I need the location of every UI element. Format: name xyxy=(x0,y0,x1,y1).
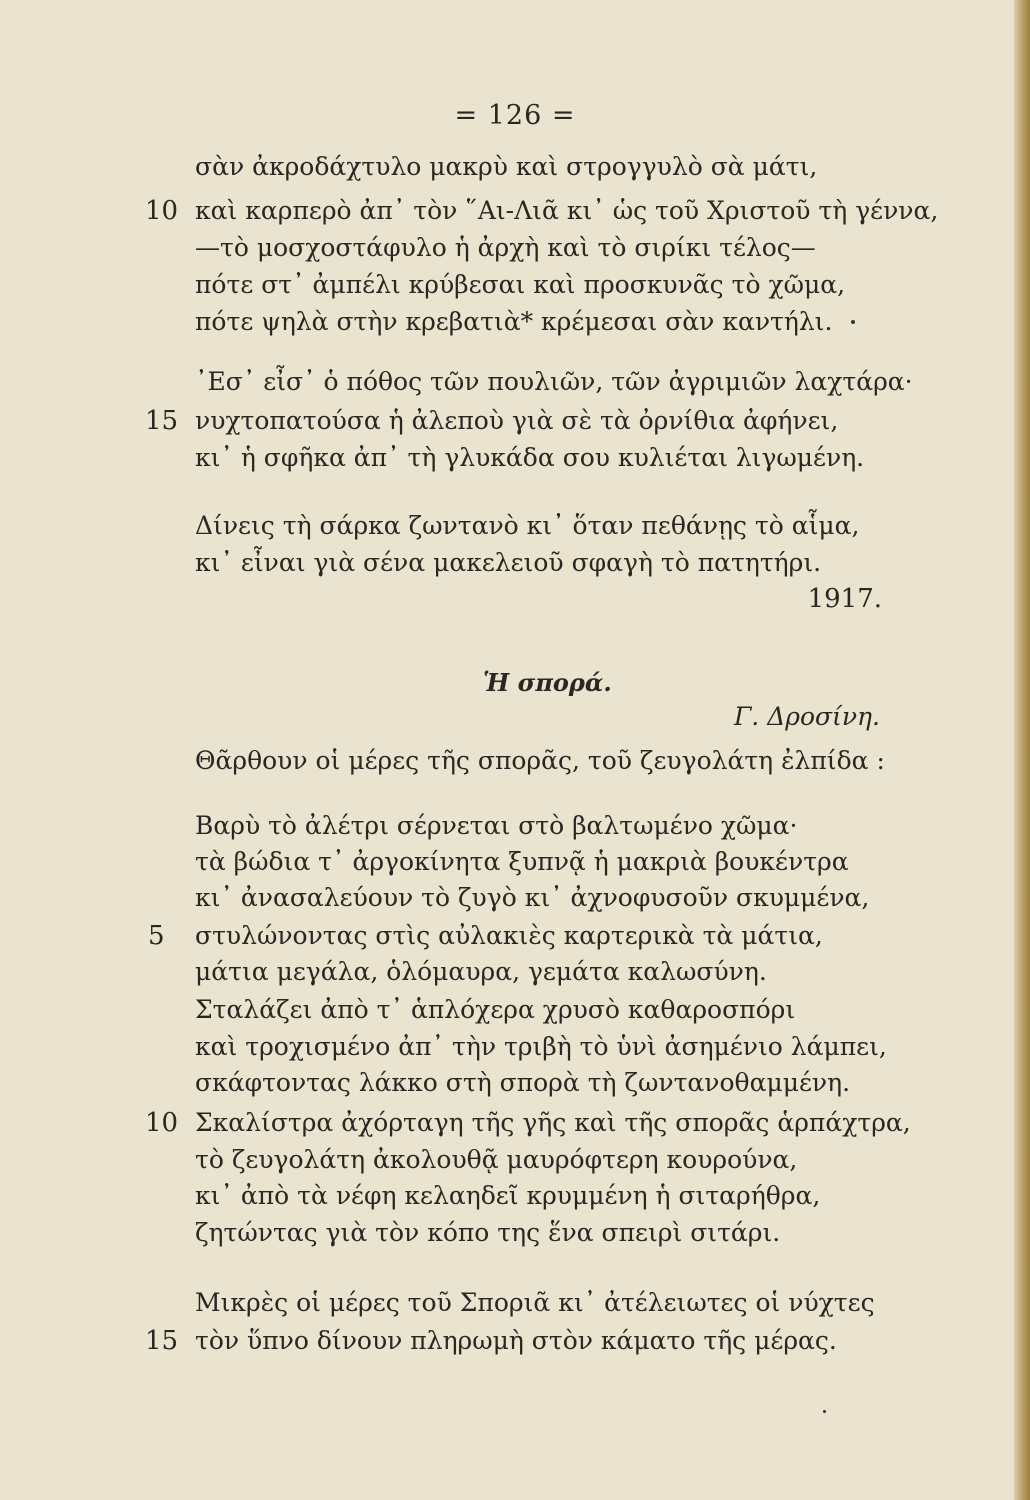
poem-line: μάτια μεγάλα, ὁλόμαυρα, γεμάτα καλωσύνη. xyxy=(195,957,767,986)
poem-line: στυλώνοντας στὶς αὐλακιὲς καρτερικὰ τὰ μάτια, xyxy=(195,921,823,950)
poem-line: κι᾽ εἶναι γιὰ σένα μακελειοῦ σφαγὴ τὸ πατητήρι. xyxy=(195,548,822,577)
poem-line: τὸν ὕπνο δίνουν πληρωμὴ στὸν κάματο τῆς μέρας. xyxy=(195,1326,837,1355)
poem-line: κι᾽ ἀνασαλεύουν τὸ ζυγὸ κι᾽ ἀχνοφυσοῦν σκυμμένα, xyxy=(195,883,870,912)
poem-year: 1917. xyxy=(807,584,882,614)
page-number: = 126 = xyxy=(454,100,576,131)
poem-line: πότε στ᾽ ἀμπέλι κρύβεσαι καὶ προσκυνᾶς τὸ χῶμα, xyxy=(195,270,846,299)
poem-line: Θᾶρθουν οἱ μέρες τῆς σπορᾶς, τοῦ ζευγολάτη ἐλπίδα : xyxy=(195,746,885,775)
poem-line: Σκαλίστρα ἀχόρταγη τῆς γῆς καὶ τῆς σπορᾶς ἁρπάχτρα, xyxy=(195,1108,911,1137)
poem-title: Ἡ σπορά. xyxy=(483,668,612,697)
paper-speck xyxy=(851,320,855,324)
poem-line: νυχτοπατούσα ἡ ἀλεποὺ γιὰ σὲ τὰ ὀρνίθια ἀφήνει, xyxy=(195,406,839,435)
poem-line: τὸ ζευγολάτη ἀκολουθᾷ μαυρόφτερη κουρούνα, xyxy=(195,1145,798,1174)
line-number: 10 xyxy=(145,196,179,226)
line-number: 5 xyxy=(148,921,165,951)
poem-line: ζητώντας γιὰ τὸν κόπο της ἕνα σπειρὶ σιτάρι. xyxy=(195,1218,781,1247)
line-number: 15 xyxy=(145,406,179,436)
poem-line: κι᾽ ἀπὸ τὰ νέφη κελαηδεῖ κρυμμένη ἡ σιταρήθρα, xyxy=(195,1181,821,1210)
poem-line: Βαρὺ τὸ ἀλέτρι σέρνεται στὸ βαλτωμένο χῶμα· xyxy=(195,811,798,840)
paper-speck xyxy=(823,1410,826,1413)
poem-line: κι᾽ ἡ σφῆκα ἀπ᾽ τὴ γλυκάδα σου κυλιέται λιγωμένη. xyxy=(195,443,865,472)
poem-line: καὶ καρπερὸ ἀπ᾽ τὸν ῞Αι-Λιᾶ κι᾽ ὡς τοῦ Χριστοῦ τὴ γέννα, xyxy=(195,196,939,225)
poem-line: σὰν ἀκροδάχτυλο μακρὺ καὶ στρογγυλὸ σὰ μάτι, xyxy=(195,152,818,181)
poem-line: πότε ψηλὰ στὴν κρεβατιὰ* κρέμεσαι σὰν καντήλι. xyxy=(195,307,833,336)
page-edge xyxy=(1014,0,1030,1500)
line-number: 10 xyxy=(145,1108,179,1138)
poem-author: Γ. Δροσίνη. xyxy=(733,702,880,731)
poem-line: τὰ βώδια τ᾽ ἀργοκίνητα ξυπνᾷ ἡ μακριὰ βουκέντρα xyxy=(195,847,849,876)
line-number: 15 xyxy=(145,1326,179,1356)
poem-line: Σταλάζει ἀπὸ τ᾽ ἁπλόχερα χρυσὸ καθαροσπόρι xyxy=(195,995,796,1024)
poem-line: ᾽Εσ᾽ εἶσ᾽ ὁ πόθος τῶν πουλιῶν, τῶν ἀγριμιῶν λαχτάρα· xyxy=(195,367,913,396)
poem-line: καὶ τροχισμένο ἀπ᾽ τὴν τριβὴ τὸ ὑνὶ ἀσημένιο λάμπει, xyxy=(195,1032,887,1061)
poem-line: Δίνεις τὴ σάρκα ζωντανὸ κι᾽ ὅταν πεθάνῃς τὸ αἷμα, xyxy=(195,511,860,540)
poem-line: σκάφτοντας λάκκο στὴ σπορὰ τὴ ζωντανοθαμμένη. xyxy=(195,1068,851,1097)
poem-line: Μικρὲς οἱ μέρες τοῦ Σποριᾶ κι᾽ ἀτέλειωτες οἱ νύχτες xyxy=(195,1288,875,1317)
poem-line: —τὸ μοσχοστάφυλο ἡ ἀρχὴ καὶ τὸ σιρίκι τέλος— xyxy=(195,233,816,262)
